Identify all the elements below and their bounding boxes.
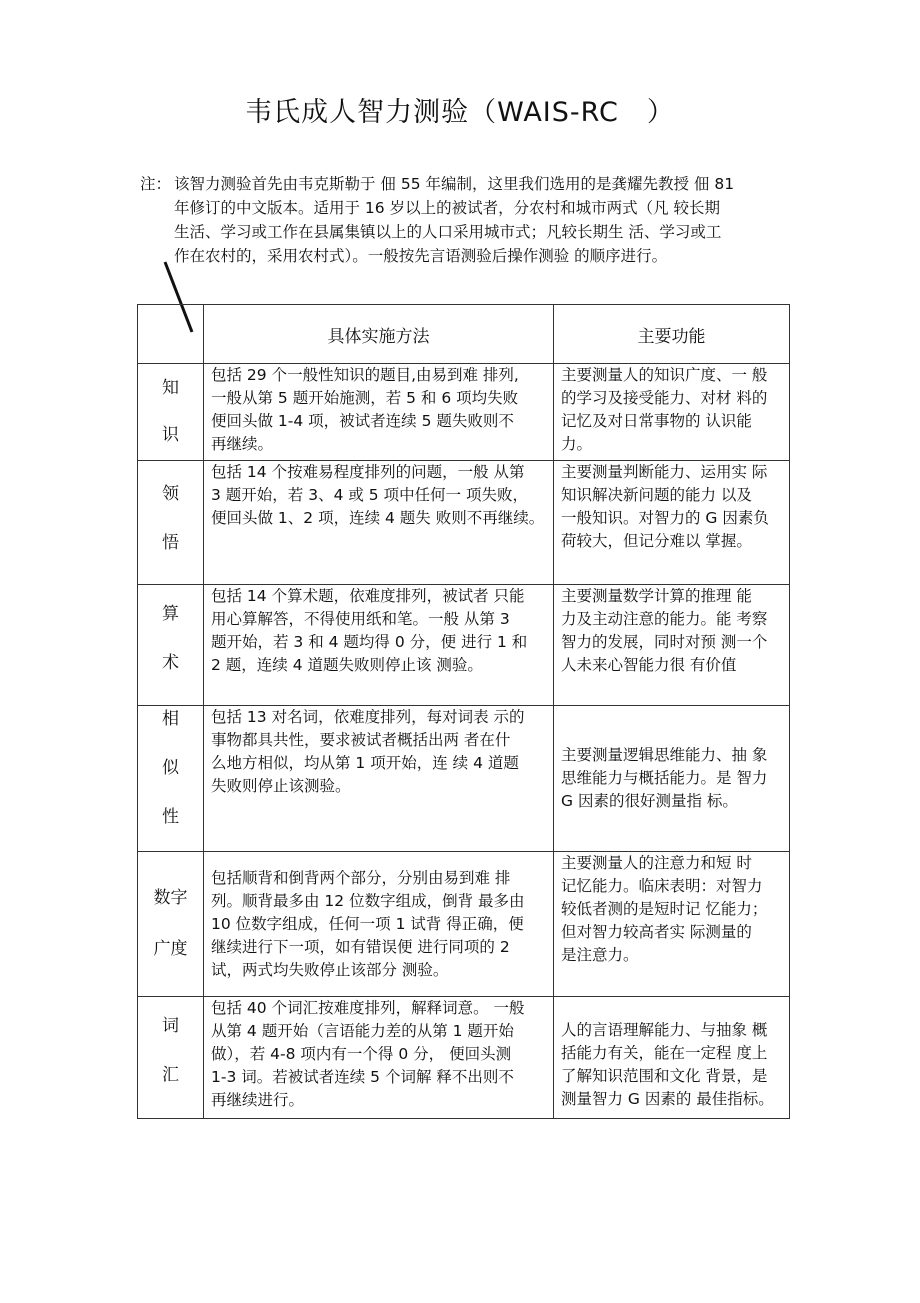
method-cell: 包括 40 个词汇按难度排列，解释词意。 一般 从第 4 题开始（言语能力差的从第 1 题开始 做），若 4-8 项内有一个得 0 分， 便回头测 1-3 词。若被试者连续 5 个词解 释不出则不 再继续进行。 [204,997,554,1119]
function-cell: 主要测量数学计算的推理 能 力及主动注意的能力。能 考察 智力的发展，同时对预 测一个 人未来心智能力很 有价值 [554,585,790,706]
function-cell: 主要测量逻辑思维能力、抽 象 思维能力与概括能力。是 智力 G 因素的很好测量指 标。 [554,706,790,852]
note-text [140,172,795,268]
table-header-row [138,305,790,364]
method-cell: 包括 14 个按难易程度排列的问题，一般 从第 3 题开始，若 3、4 或 5 项中任何一 项失败， 便回头做 1、2 项，连续 4 题失 败则不再继续。 [204,461,554,585]
function-cell: 主要测量人的注意力和短 时 记忆能力。临床表明：对智力 较低者测的是短时记 忆能力； 但对智力较高者实 际测量的 是注意力。 [554,852,790,997]
subtest-name: 知 识 [138,364,204,461]
method-cell: 包括 29 个一般性知识的题目,由易到难 排列, 一般从第 5 题开始施测，若 5 和 6 项均失败 便回头做 1-4 项，被试者连续 5 题失败则不 再继续。 [204,364,554,461]
subtest-table [137,304,790,1119]
table-row [138,997,790,1119]
note-line: 作在农村的，采用农村式）。一般按先言语测验后操作测验 的顺序进行。 [174,247,668,265]
method-cell: 包括 14 个算术题，依难度排列，被试者 只能 用心算解答，不得使用纸和笔。一般 从第 3 题开始，若 3 和 4 题均得 0 分，便 进行 1 和 2 题，连续 4 道题失败则停止该 测验。 [204,585,554,706]
method-cell: 包括 13 对名词，依难度排列，每对词表 示的 事物都具共性，要求被试者概括出两 者在什 么地方相似，均从第 1 项开始，连 续 4 道题 失败则停止该测验。 [204,706,554,852]
function-cell: 主要测量人的知识广度、一 般 的学习及接受能力、对材 料的 记忆及对日常事物的 认识能 力。 [554,364,790,461]
table-row [138,364,790,461]
function-cell: 主要测量判断能力、运用实 际 知识解决新问题的能力 以及 一般知识。对智力的 G 因素负 荷较大，但记分难以 掌握。 [554,461,790,585]
subtest-name: 领 悟 [138,461,204,585]
subtest-name: 算 术 [138,585,204,706]
header-method: 具体实施方法 [204,305,554,364]
subtest-name: 相 似 性 [138,706,204,852]
note-line: 该智力测验首先由韦克斯勒于 佃 55 年编制，这里我们选用的是龚耀先教授 佃 81 [174,175,735,193]
table-row [138,461,790,585]
table-row [138,852,790,997]
table-row [138,585,790,706]
table-row [138,706,790,852]
page-title: 韦氏成人智力测验（WAIS-RC ） [245,97,675,128]
method-cell: 包括顺背和倒背两个部分，分别由易到难 排 列。顺背最多由 12 位数字组成，倒背 最多由 10 位数字组成，任何一项 1 试背 得正确，便 继续进行下一项，如有错误便 进行同项的 2 试，两式均失败停止该部分 测验。 [204,852,554,997]
note-line: 年修订的中文版本。适用于 16 岁以上的被试者，分农村和城市两式（凡 较长期 [174,199,721,217]
function-cell: 人的言语理解能力、与抽象 概 括能力有关，能在一定程 度上 了解知识范围和文化 背景，是 测量智力 G 因素的 最佳指标。 [554,997,790,1119]
note-line: 生活、学习或工作在县属集镇以上的人口采用城市式；凡较长期生 活、学习或工 [174,223,722,241]
header-blank-cell [138,305,204,364]
subtest-name: 数字 广度 [138,852,204,997]
note-label: 注： [140,175,172,193]
header-function: 主要功能 [554,305,790,364]
intro-note [140,172,795,268]
subtest-name: 词 汇 [138,997,204,1119]
